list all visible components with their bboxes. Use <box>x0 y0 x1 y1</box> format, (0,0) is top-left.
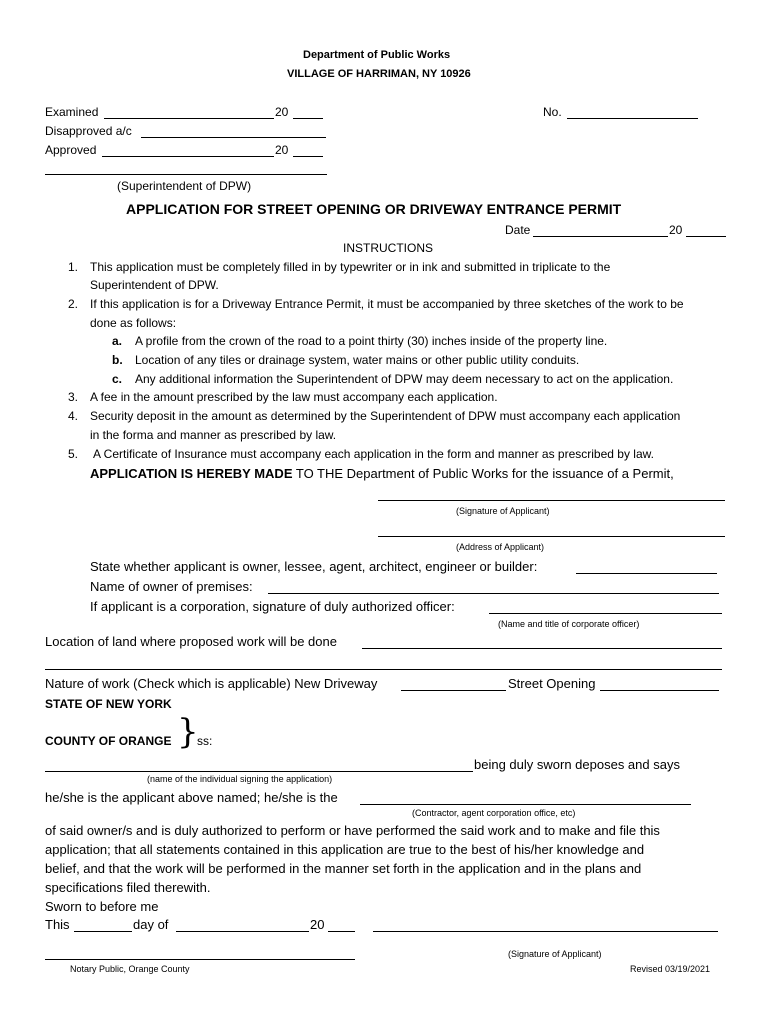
affidavit-text-line-4: specifications filed therewith. <box>45 880 211 895</box>
affidavit-text-line-3: belief, and that the work will be performed in the manner set forth in the application and in the plans and <box>45 861 642 876</box>
instruction-4-line-1: Security deposit in the amount as determined by the Superintendent of DPW must accompany each application <box>90 409 681 423</box>
sub-item-c: Any additional information the Superintendent of DPW may deem necessary to act on the application. <box>135 372 674 386</box>
instruction-number: 5. <box>68 447 79 461</box>
work-location-line-2[interactable] <box>45 669 722 670</box>
applicant-signature-line[interactable] <box>378 500 725 501</box>
contractor-caption: (Contractor, agent corporation office, etc) <box>412 808 576 818</box>
county-heading: COUNTY OF ORANGE <box>45 734 172 748</box>
disapproved-label: Disapproved a/c <box>45 124 132 138</box>
applicant-role-statement: he/she is the applicant above named; he/she is the <box>45 790 338 805</box>
applicant-address-caption: (Address of Applicant) <box>456 542 545 552</box>
applicant-signature-caption: (Signature of Applicant) <box>456 506 550 516</box>
approved-label: Approved <box>45 143 97 157</box>
owner-name-label: Name of owner of premises: <box>90 579 253 594</box>
affidavit-text-line-1: of said owner/s and is duly authorized to perform or have performed the said work and to make and file this <box>45 823 660 838</box>
village-heading: VILLAGE OF HARRIMAN, NY 10926 <box>287 68 471 80</box>
applicant-address-line[interactable] <box>378 536 725 537</box>
approved-year-line[interactable] <box>293 156 323 157</box>
approved-line[interactable] <box>102 156 274 157</box>
approved-year: 20 <box>275 143 289 157</box>
deposes-label: being duly sworn deposes and says <box>474 757 680 772</box>
date-year-line[interactable] <box>686 236 726 237</box>
date-line[interactable] <box>533 236 668 237</box>
work-location-line[interactable] <box>362 648 722 649</box>
instruction-5: A Certificate of Insurance must accompany each application in the form and manner as prescribed by law. <box>93 447 654 461</box>
instruction-2-line-2: done as follows: <box>90 316 177 330</box>
notary-signature-line[interactable] <box>45 959 355 960</box>
department-heading: Department of Public Works <box>303 49 451 61</box>
form-title: APPLICATION FOR STREET OPENING OR DRIVEWAY ENTRANCE PERMIT <box>126 201 622 217</box>
street-opening-check-line[interactable] <box>600 690 719 691</box>
state-heading: STATE OF NEW YORK <box>45 697 172 711</box>
sub-item-b: Location of any tiles or drainage system, water mains or other public utility conduits. <box>135 353 580 367</box>
instruction-1-line-2: Superintendent of DPW. <box>90 278 219 292</box>
disapproved-line[interactable] <box>141 137 326 138</box>
sub-item-letter: b. <box>112 353 123 367</box>
date-year: 20 <box>669 223 683 237</box>
ss-label: ss: <box>197 734 213 748</box>
instruction-4-line-2: in the forma and manner as prescribed by law. <box>90 428 337 442</box>
examined-year: 20 <box>275 105 289 119</box>
corporate-signature-line[interactable] <box>489 613 722 614</box>
application-statement-rest: TO THE Department of Public Works for the issuance of a Permit, <box>292 466 674 481</box>
instruction-number: 2. <box>68 297 79 311</box>
instructions-heading: INSTRUCTIONS <box>343 241 433 255</box>
applicant-role-label: State whether applicant is owner, lessee, agent, architect, engineer or builder: <box>90 559 538 574</box>
this-label: This <box>45 917 70 932</box>
instruction-1-line-1: This application must be completely filled in by typewriter or in ink and submitted in triplicate to the <box>90 260 611 274</box>
examined-line[interactable] <box>104 118 274 119</box>
instruction-number: 4. <box>68 409 79 423</box>
instruction-2-line-1: If this application is for a Driveway Entrance Permit, it must be accompanied by three sketches of the work to be <box>90 297 684 311</box>
nature-of-work-label: Nature of work (Check which is applicable) New Driveway <box>45 676 378 691</box>
instruction-3: A fee in the amount prescribed by the law must accompany each application. <box>90 390 498 404</box>
affidavit-signature-caption: (Signature of Applicant) <box>508 949 602 959</box>
applicant-role-line[interactable] <box>576 573 717 574</box>
deponent-name-caption: (name of the individual signing the application) <box>147 774 333 784</box>
sworn-year: 20 <box>310 917 325 932</box>
sub-item-letter: a. <box>112 334 123 348</box>
deponent-name-line[interactable] <box>45 771 473 772</box>
applicant-capacity-line[interactable] <box>360 804 691 805</box>
number-line[interactable] <box>567 118 698 119</box>
street-opening-label: Street Opening <box>508 676 596 691</box>
application-statement <box>90 467 674 480</box>
number-label: No. <box>543 105 562 119</box>
instruction-number: 3. <box>68 390 79 404</box>
superintendent-signature-line[interactable] <box>45 174 327 175</box>
corporate-signature-label: If applicant is a corporation, signature of duly authorized officer: <box>90 599 455 614</box>
affidavit-signature-line[interactable] <box>373 931 718 932</box>
application-statement-bold: APPLICATION IS HEREBY MADE <box>90 466 293 481</box>
corporate-officer-caption: (Name and title of corporate officer) <box>498 619 640 629</box>
owner-name-line[interactable] <box>268 593 719 594</box>
examined-year-line[interactable] <box>293 118 323 119</box>
superintendent-caption: (Superintendent of DPW) <box>117 179 252 193</box>
sub-item-a: A profile from the crown of the road to a point thirty (30) inches inside of the property line. <box>135 334 608 348</box>
examined-label: Examined <box>45 105 99 119</box>
instruction-number: 1. <box>68 260 79 274</box>
month-line[interactable] <box>176 931 309 932</box>
sworn-label: Sworn to before me <box>45 899 159 914</box>
right-brace: } <box>177 712 199 752</box>
sworn-year-line[interactable] <box>328 931 355 932</box>
date-label: Date <box>505 223 531 237</box>
new-driveway-check-line[interactable] <box>401 690 506 691</box>
day-of-label: day of <box>133 917 169 932</box>
work-location-label: Location of land where proposed work will be done <box>45 634 337 649</box>
affidavit-text-line-2: application; that all statements contained in this application are true to the best of his/her knowledge and <box>45 842 645 857</box>
notary-caption: Notary Public, Orange County <box>70 964 190 974</box>
day-line[interactable] <box>74 931 132 932</box>
revision-date: Revised 03/19/2021 <box>630 964 711 974</box>
sub-item-letter: c. <box>112 372 123 386</box>
